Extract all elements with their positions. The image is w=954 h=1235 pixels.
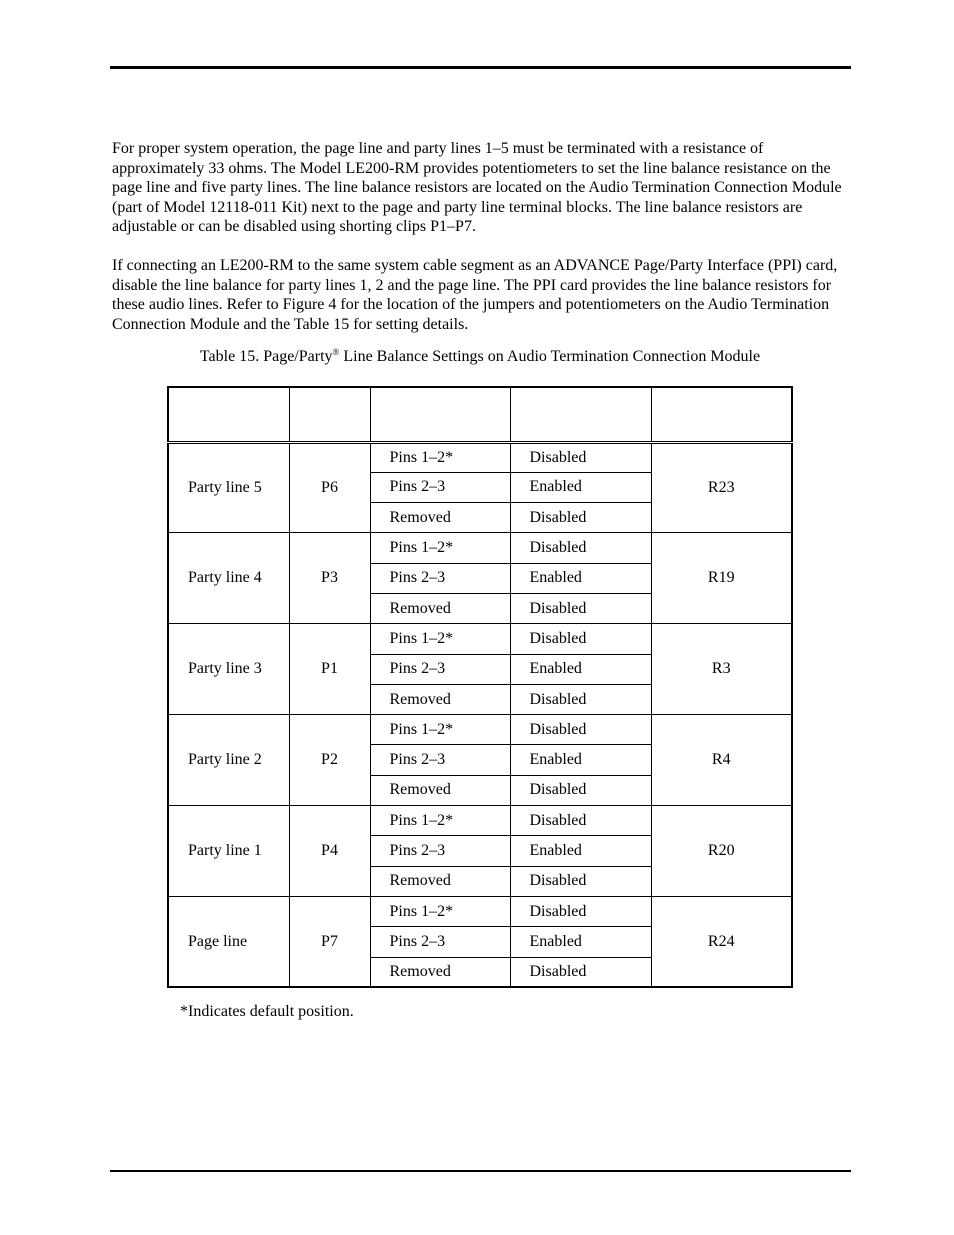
shorting-clip-cell: P7 [289,896,370,987]
clip-position-cell: Pins 2–3 [370,563,510,593]
balance-state-cell: Enabled [510,563,651,593]
clip-position-cell: Pins 1–2* [370,896,510,926]
clip-position-cell: Pins 1–2* [370,715,510,745]
balance-state-cell: Disabled [510,684,651,714]
line-name-cell: Page line [168,896,289,987]
caption-suffix: Line Balance Settings on Audio Termination Connection Module [339,348,761,365]
table-row [168,533,792,563]
balance-state-cell: Disabled [510,503,651,533]
line-name-cell: Party line 3 [168,624,289,715]
clip-position-cell: Pins 2–3 [370,927,510,957]
footer-rule [110,1170,851,1172]
header-cell [651,387,792,442]
balance-state-cell: Enabled [510,927,651,957]
balance-state-cell: Disabled [510,442,651,472]
caption-prefix: Table 15. Page/Party [199,348,333,365]
balance-state-cell: Disabled [510,775,651,805]
line-name-cell: Party line 2 [168,715,289,806]
clip-position-cell: Pins 1–2* [370,533,510,563]
balance-state-cell: Disabled [510,593,651,623]
balance-state-cell: Disabled [510,624,651,654]
header-cell [289,387,370,442]
clip-position-cell: Pins 1–2* [370,806,510,836]
balance-state-cell: Disabled [510,957,651,987]
clip-position-cell: Removed [370,684,510,714]
table-row [168,442,792,472]
header-cell [168,387,289,442]
clip-position-cell: Pins 1–2* [370,442,510,472]
header-rule [110,66,851,69]
ppi-paragraph: If connecting an LE200-RM to the same system cable segment as an ADVANCE Page/Party Interface (PPI) card, disable the line balance for party lines 1, 2 and the page line. The PPI card provides the line balance resistors for these audio lines. Refer to Figure 4 for the location of the jumpers and potentiometers on the Audio Termination Connection Module and the Table 15 for setting details. [112,257,838,333]
shorting-clip-cell: P3 [289,533,370,624]
shorting-clip-cell: P4 [289,806,370,897]
shorting-clip-cell: P2 [289,715,370,806]
line-name-cell: Party line 4 [168,533,289,624]
clip-position-cell: Pins 2–3 [370,745,510,775]
intro-paragraph: For proper system operation, the page line and party lines 1–5 must be terminated with a resistance of approximately 33 ohms. The Model LE200-RM provides potentiometers to set the line balance resistance on the page line and five party lines. The line balance resistors are located on the Audio Termination Connection Module (part of Model 12118-011 Kit) next to the page and party line terminal blocks. The line balance resistors are adjustable or can be disabled using shorting clips P1–P7. [112,140,842,236]
potentiometer-cell: R19 [651,533,792,624]
clip-position-cell: Removed [370,957,510,987]
clip-position-cell: Pins 1–2* [370,624,510,654]
footnote: *Indicates default position. [180,1003,354,1020]
balance-state-cell: Disabled [510,533,651,563]
clip-position-cell: Pins 2–3 [370,836,510,866]
clip-position-cell: Removed [370,593,510,623]
clip-position-cell: Removed [370,775,510,805]
header-cell [370,387,510,442]
balance-state-cell: Enabled [510,745,651,775]
potentiometer-cell: R20 [651,806,792,897]
line-name-cell: Party line 5 [168,442,289,533]
balance-state-cell: Disabled [510,715,651,745]
clip-position-cell: Pins 2–3 [370,472,510,502]
clip-position-cell: Pins 2–3 [370,654,510,684]
shorting-clip-cell: P1 [289,624,370,715]
balance-state-cell: Enabled [510,836,651,866]
table-row [168,806,792,836]
balance-state-cell: Disabled [510,806,651,836]
clip-position-cell: Removed [370,866,510,896]
line-balance-table [167,386,793,988]
potentiometer-cell: R23 [651,442,792,533]
line-name-cell: Party line 1 [168,806,289,897]
potentiometer-cell: R24 [651,896,792,987]
clip-position-cell: Removed [370,503,510,533]
table-row [168,715,792,745]
header-cell [510,387,651,442]
table-row [168,624,792,654]
registered-mark: ® [332,347,340,357]
table-header-row [168,387,792,442]
table-row [168,896,792,926]
balance-state-cell: Disabled [510,866,651,896]
balance-state-cell: Enabled [510,654,651,684]
potentiometer-cell: R3 [651,624,792,715]
shorting-clip-cell: P6 [289,442,370,533]
balance-state-cell: Enabled [510,472,651,502]
balance-state-cell: Disabled [510,896,651,926]
table-caption [0,347,954,366]
potentiometer-cell: R4 [651,715,792,806]
